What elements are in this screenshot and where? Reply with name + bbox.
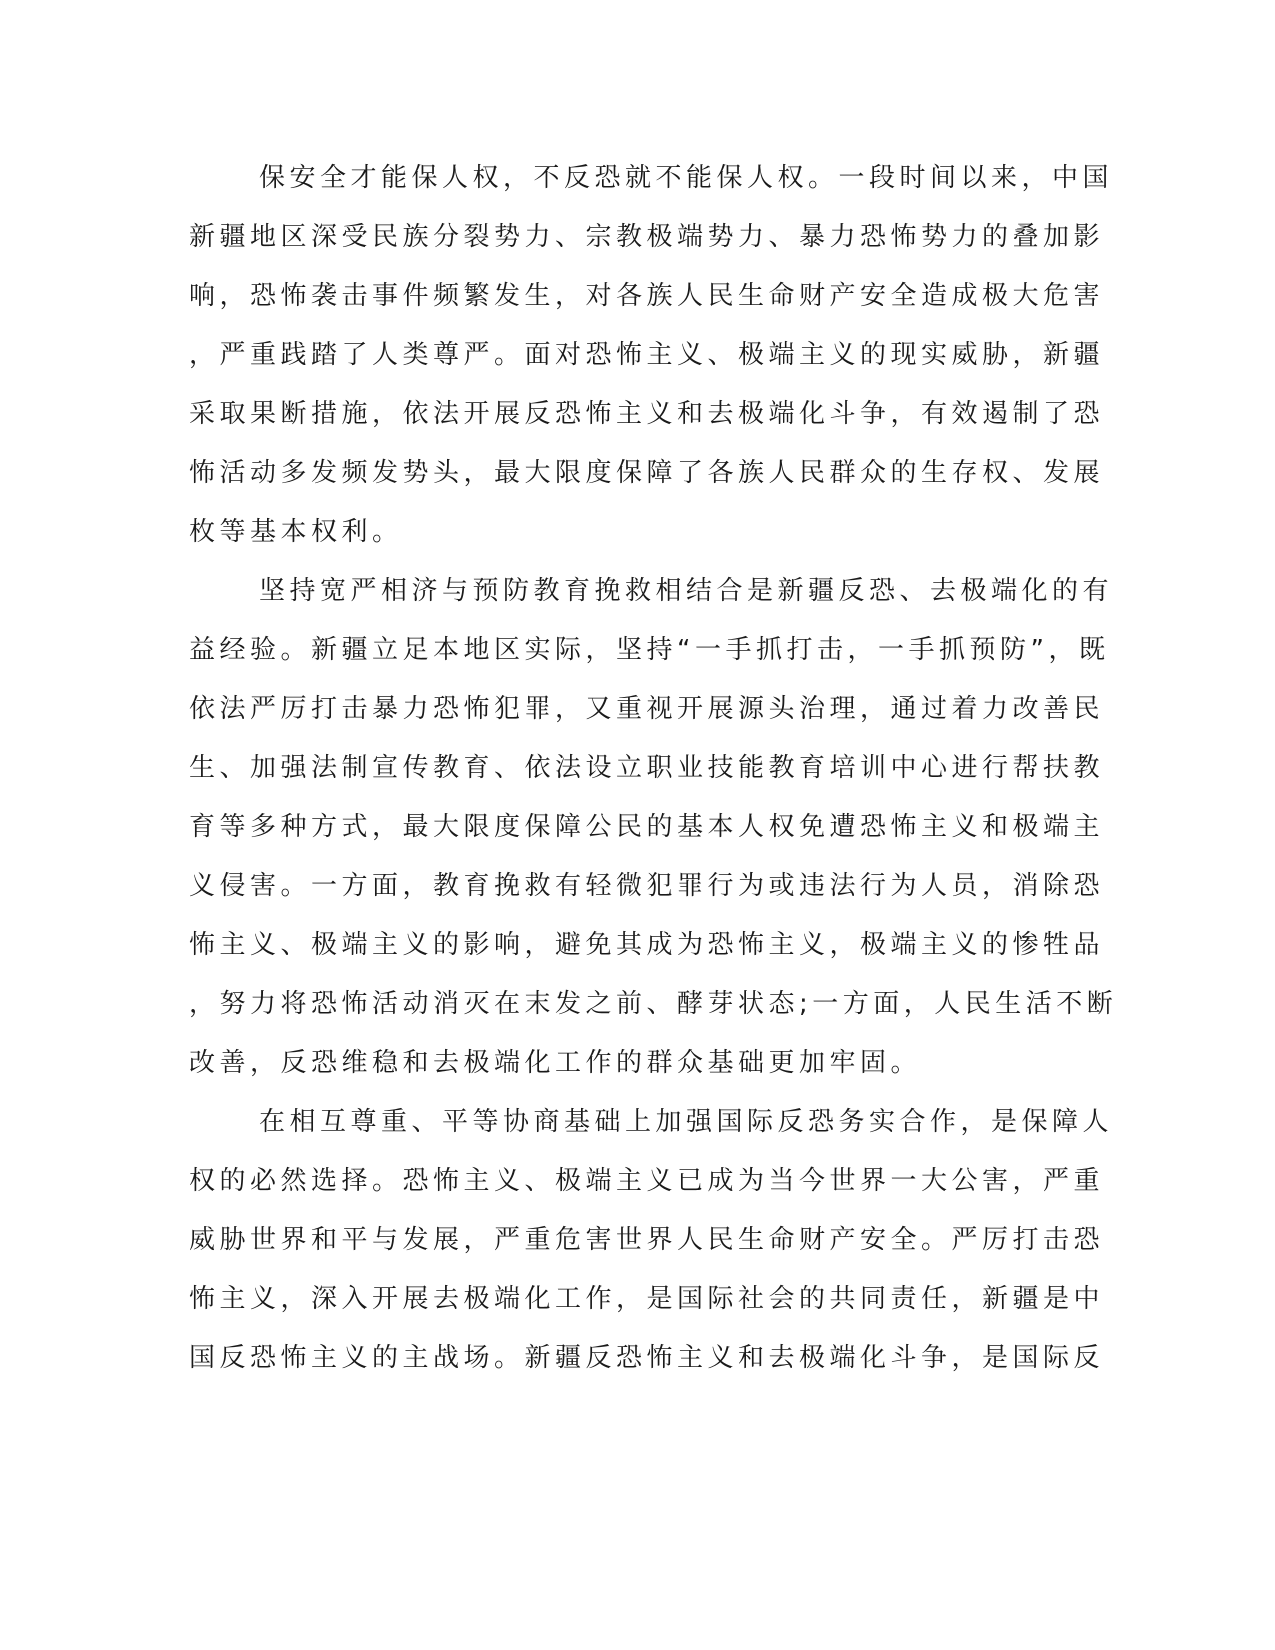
text-line: 新疆地区深受民族分裂势力、宗教极端势力、暴力恐怖势力的叠加影 [189,222,1105,252]
text-line: 生、加强法制宣传教育、依法设立职业技能教育培训中心进行帮扶教 [189,753,1105,783]
text-line: 依法严厉打击暴力恐怖犯罪，又重视开展源头治理，通过着力改善民 [189,694,1105,724]
text-line: 怖活动多发频发势头，最大限度保障了各族人民群众的生存权、发展 [189,458,1105,488]
text-line: 权的必然选择。恐怖主义、极端主义已成为当今世界一大公害，严重 [189,1166,1105,1196]
text-line: 义侵害。一方面，教育挽救有轻微犯罪行为或违法行为人员，消除恐 [189,871,1105,901]
text-line: ，严重践踏了人类尊严。面对恐怖主义、极端主义的现实威胁，新疆 [189,340,1105,370]
text-line: 育等多种方式，最大限度保障公民的基本人权免遭恐怖主义和极端主 [189,812,1105,842]
text-line: 坚持宽严相济与预防教育挽救相结合是新疆反恐、去极端化的有 [259,576,1114,606]
text-line: 怖主义，深入开展去极端化工作，是国际社会的共同责任，新疆是中 [189,1284,1105,1314]
text-line: 益经验。新疆立足本地区实际，坚持“一手抓打击，一手抓预防”，既 [189,635,1110,665]
text-line: ，努力将恐怖活动消灭在末发之前、酵芽状态;一方面，人民生活不断 [189,989,1118,1019]
text-line: 响，恐怖袭击事件频繁发生，对各族人民生命财产安全造成极大危害 [189,281,1105,311]
text-line: 采取果断措施，依法开展反恐怖主义和去极端化斗争，有效遏制了恐 [189,399,1105,429]
text-line: 枚等基本权利。 [189,517,403,547]
text-line: 在相互尊重、平等协商基础上加强国际反恐务实合作，是保障人 [259,1107,1114,1137]
text-line: 改善，反恐维稳和去极端化工作的群众基础更加牢固。 [189,1048,922,1078]
text-line: 威胁世界和平与发展，严重危害世界人民生命财产安全。严厉打击恐 [189,1225,1105,1255]
text-line: 国反恐怖主义的主战场。新疆反恐怖主义和去极端化斗争，是国际反 [189,1343,1105,1373]
text-line: 怖主义、极端主义的影响，避免其成为恐怖主义，极端主义的惨牲品 [189,930,1105,960]
text-line: 保安全才能保人权，不反恐就不能保人权。一段时间以来，中国 [259,163,1114,193]
